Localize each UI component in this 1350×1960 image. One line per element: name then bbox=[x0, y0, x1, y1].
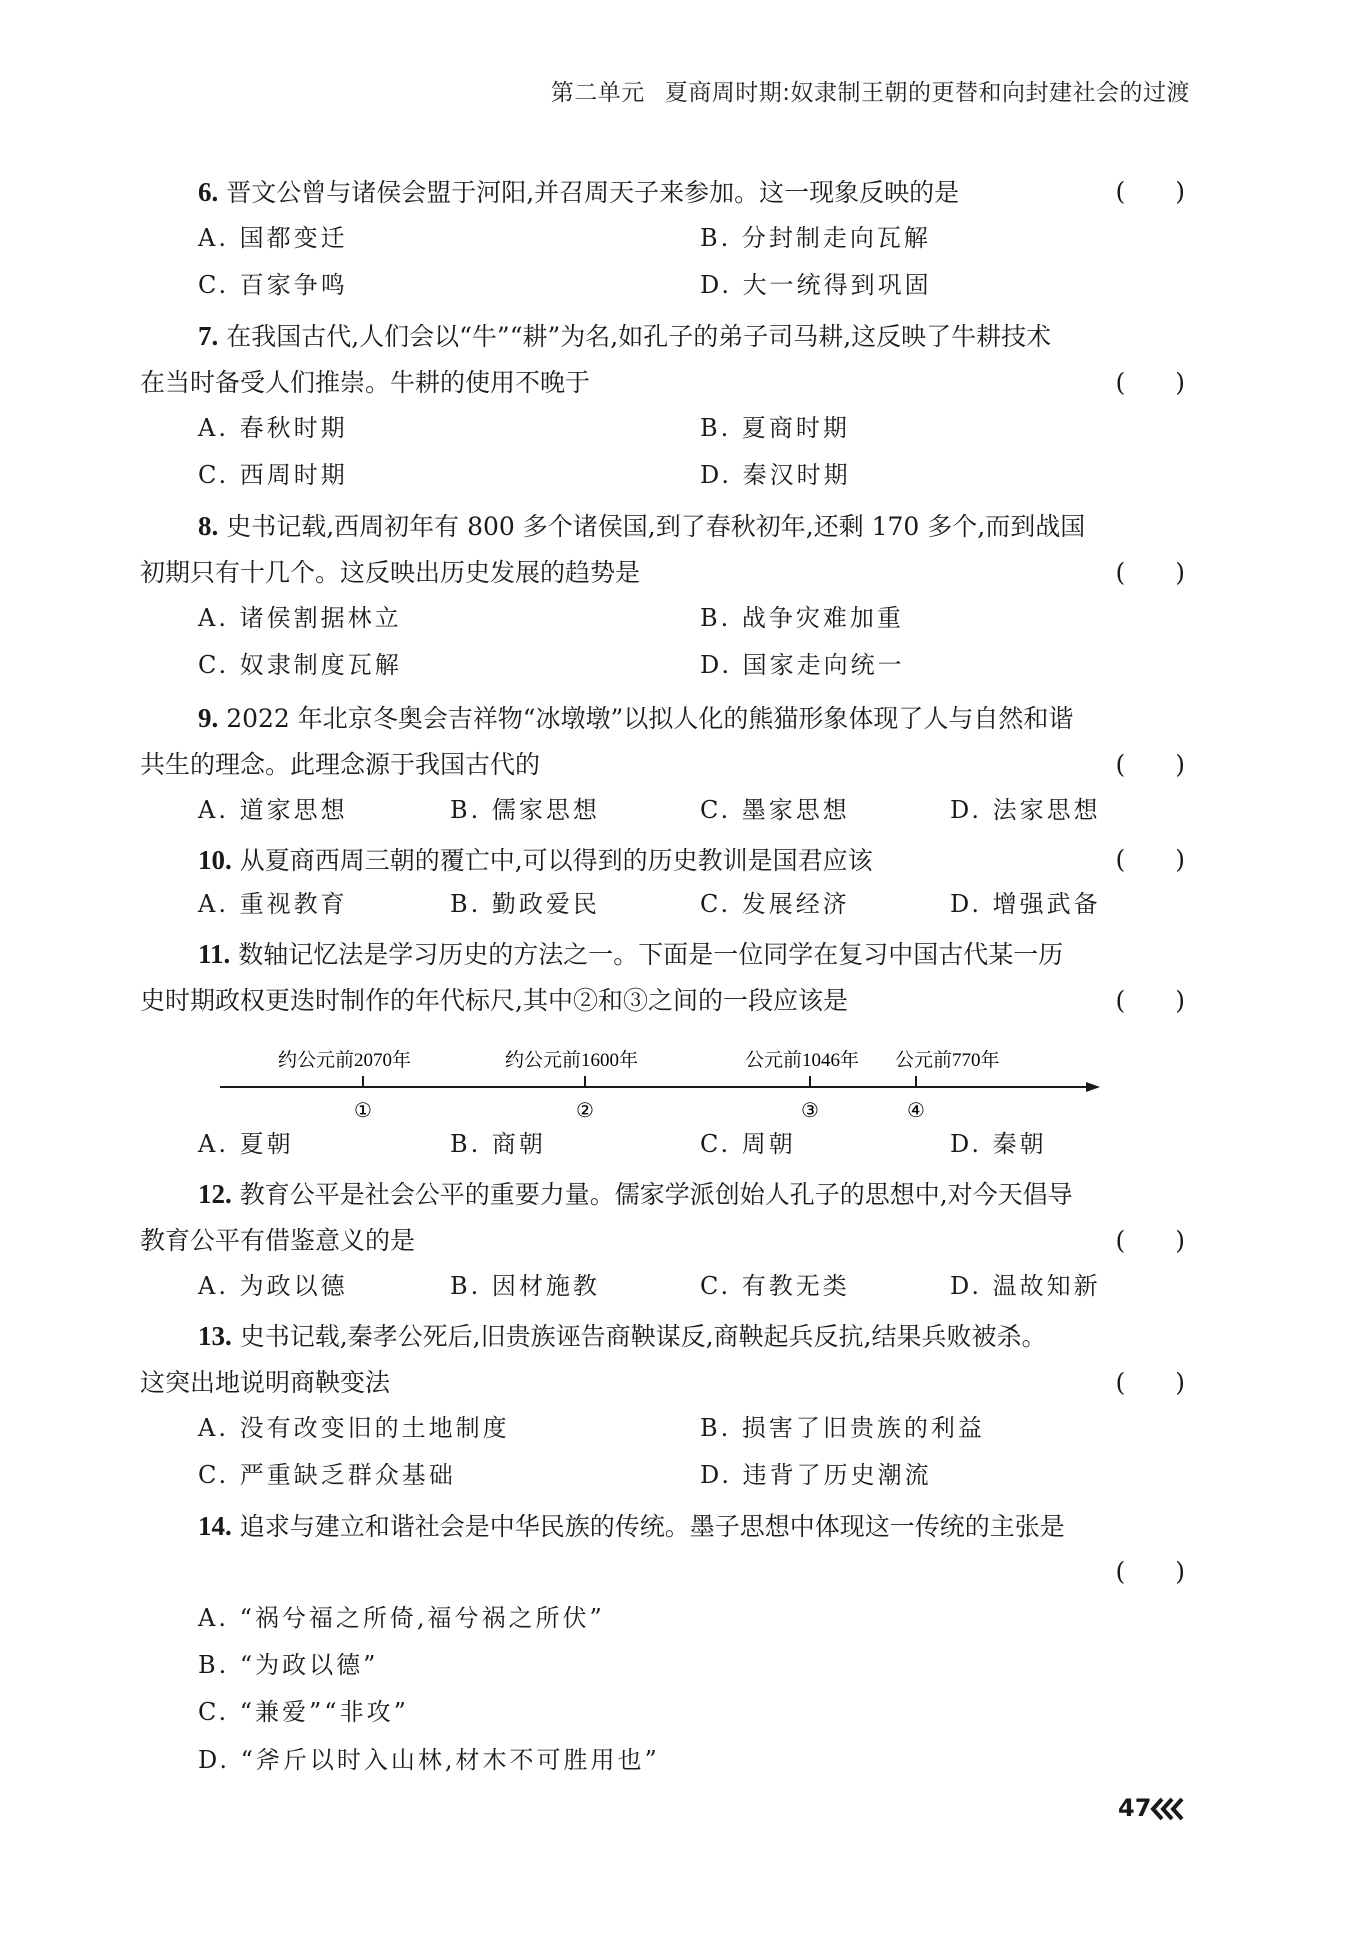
question-number: 8. bbox=[198, 511, 219, 541]
answer-blank: ( ) bbox=[1115, 558, 1185, 587]
question-9-line2 bbox=[140, 741, 1185, 789]
option-a: A. 国都变迁 bbox=[198, 224, 348, 252]
option-a: A. 重视教育 bbox=[198, 890, 348, 918]
question-12 bbox=[140, 1170, 1185, 1219]
option-c: C. 西周时期 bbox=[198, 461, 348, 489]
header-title: 夏商周时期:奴隶制王朝的更替和向封建社会的过渡 bbox=[664, 80, 1190, 106]
option-b: B. 商朝 bbox=[450, 1130, 546, 1158]
option-a: A. “祸兮福之所倚,福兮祸之所伏” bbox=[198, 1604, 605, 1632]
question-number: 6. bbox=[198, 177, 219, 207]
option-d: D. 国家走向统一 bbox=[700, 651, 905, 679]
option-b: B. 儒家思想 bbox=[450, 796, 600, 824]
answer-blank: ( ) bbox=[1115, 750, 1185, 779]
question-6 bbox=[140, 168, 1185, 217]
option-a: A. 春秋时期 bbox=[198, 414, 348, 442]
answer-blank: ( ) bbox=[1115, 986, 1185, 1015]
timeline-mark-4: ④ bbox=[907, 1098, 925, 1122]
option-a: A. 没有改变旧的土地制度 bbox=[198, 1414, 510, 1442]
timeline-label-3: 公元前1046年 bbox=[745, 1050, 860, 1071]
option-b: B. 损害了旧贵族的利益 bbox=[700, 1414, 985, 1442]
timeline-label-4: 公元前770年 bbox=[895, 1050, 1000, 1071]
option-b: B. 战争灾难加重 bbox=[700, 604, 904, 632]
option-a: A. 为政以德 bbox=[198, 1272, 348, 1300]
question-number: 12. bbox=[198, 1179, 232, 1209]
question-number: 9. bbox=[198, 703, 219, 733]
question-number: 10. bbox=[198, 845, 232, 875]
question-text: 初期只有十几个。这反映出历史发展的趋势是 bbox=[140, 558, 641, 587]
question-text: 追求与建立和谐社会是中华民族的传统。墨子思想中体现这一传统的主张是 bbox=[239, 1512, 1065, 1541]
question-7 bbox=[140, 312, 1185, 361]
option-a: A. 夏朝 bbox=[198, 1130, 294, 1158]
question-text: 2022 年北京冬奥会吉祥物“冰墩墩”以拟人化的熊猫形象体现了人与自然和谐 bbox=[226, 704, 1074, 733]
answer-blank: ( ) bbox=[1115, 1368, 1185, 1397]
question-7-line2 bbox=[140, 359, 1185, 407]
question-text: 数轴记忆法是学习历史的方法之一。下面是一位同学在复习中国古代某一历 bbox=[238, 940, 1064, 969]
option-d: D. 增强武备 bbox=[950, 890, 1101, 918]
page-number: 47 bbox=[1118, 1794, 1152, 1822]
option-b: B. 勤政爱民 bbox=[450, 890, 600, 918]
question-number: 14. bbox=[198, 1511, 232, 1541]
timeline-label-2: 约公元前1600年 bbox=[505, 1050, 639, 1071]
timeline-ruler bbox=[220, 1042, 1100, 1122]
question-number: 13. bbox=[198, 1321, 232, 1351]
question-text: 教育公平有借鉴意义的是 bbox=[140, 1226, 416, 1255]
chevrons-left-icon bbox=[1150, 1797, 1188, 1821]
question-text: 在我国古代,人们会以“牛”“耕”为名,如孔子的弟子司马耕,这反映了牛耕技术 bbox=[226, 322, 1052, 351]
question-13-line2 bbox=[140, 1359, 1185, 1407]
option-c: C. 墨家思想 bbox=[700, 796, 850, 824]
question-text: 史书记载,秦孝公死后,旧贵族诬告商鞅谋反,商鞅起兵反抗,结果兵败被杀。 bbox=[239, 1322, 1047, 1351]
option-c: C. 严重缺乏群众基础 bbox=[198, 1461, 456, 1489]
question-14 bbox=[140, 1502, 1185, 1551]
running-header bbox=[551, 74, 1190, 107]
answer-blank: ( ) bbox=[1115, 1557, 1185, 1586]
option-c: C. “兼爱”“非攻” bbox=[198, 1698, 409, 1726]
question-10 bbox=[140, 836, 1185, 885]
option-d: D. 秦朝 bbox=[950, 1130, 1047, 1158]
answer-blank: ( ) bbox=[1115, 177, 1185, 206]
question-8-line2 bbox=[140, 549, 1185, 597]
option-d: D. 违背了历史潮流 bbox=[700, 1461, 932, 1489]
option-d: D. 温故知新 bbox=[950, 1272, 1101, 1300]
option-b: B. 夏商时期 bbox=[700, 414, 850, 442]
option-a: A. 道家思想 bbox=[198, 796, 348, 824]
question-text: 这突出地说明商鞅变法 bbox=[140, 1368, 391, 1397]
question-text: 晋文公曾与诸侯会盟于河阳,并召周天子来参加。这一现象反映的是 bbox=[226, 178, 960, 207]
timeline-arrow bbox=[1086, 1082, 1100, 1092]
question-9 bbox=[140, 694, 1185, 743]
option-d: D. “斧斤以时入山林,材木不可胜用也” bbox=[198, 1746, 660, 1774]
question-11 bbox=[140, 930, 1185, 979]
question-8 bbox=[140, 502, 1185, 551]
question-text: 共生的理念。此理念源于我国古代的 bbox=[140, 750, 541, 779]
option-b: B. “为政以德” bbox=[198, 1651, 379, 1679]
answer-blank: ( ) bbox=[1115, 845, 1185, 874]
option-c: C. 奴隶制度瓦解 bbox=[198, 651, 402, 679]
header-unit: 第二单元 bbox=[550, 80, 645, 106]
question-text: 在当时备受人们推崇。牛耕的使用不晚于 bbox=[140, 368, 591, 397]
timeline-mark-3: ③ bbox=[801, 1098, 819, 1122]
answer-blank: ( ) bbox=[1115, 368, 1185, 397]
option-c: C. 周朝 bbox=[700, 1130, 796, 1158]
option-b: B. 因材施教 bbox=[450, 1272, 600, 1300]
question-13 bbox=[140, 1312, 1185, 1361]
option-a: A. 诸侯割据林立 bbox=[198, 604, 402, 632]
timeline-mark-1: ① bbox=[354, 1098, 372, 1122]
question-text: 教育公平是社会公平的重要力量。儒家学派创始人孔子的思想中,对今天倡导 bbox=[239, 1180, 1073, 1209]
answer-blank: ( ) bbox=[1115, 1226, 1185, 1255]
timeline-label-1: 约公元前2070年 bbox=[278, 1050, 412, 1071]
option-d: D. 法家思想 bbox=[950, 796, 1101, 824]
question-text: 史书记载,西周初年有 800 多个诸侯国,到了春秋初年,还剩 170 多个,而到战国 bbox=[226, 512, 1086, 541]
option-d: D. 秦汉时期 bbox=[700, 461, 851, 489]
question-11-line2 bbox=[140, 977, 1185, 1025]
option-d: D. 大一统得到巩固 bbox=[700, 271, 932, 299]
option-c: C. 发展经济 bbox=[700, 890, 850, 918]
question-number: 7. bbox=[198, 321, 219, 351]
option-c: C. 有教无类 bbox=[700, 1272, 850, 1300]
option-c: C. 百家争鸣 bbox=[198, 271, 348, 299]
question-text: 从夏商西周三朝的覆亡中,可以得到的历史教训是国君应该 bbox=[239, 846, 873, 875]
question-12-line2 bbox=[140, 1217, 1185, 1265]
option-b: B. 分封制走向瓦解 bbox=[700, 224, 931, 252]
question-number: 11. bbox=[198, 939, 231, 969]
timeline-mark-2: ② bbox=[576, 1098, 594, 1122]
question-text: 史时期政权更迭时制作的年代标尺,其中②和③之间的一段应该是 bbox=[140, 986, 848, 1015]
